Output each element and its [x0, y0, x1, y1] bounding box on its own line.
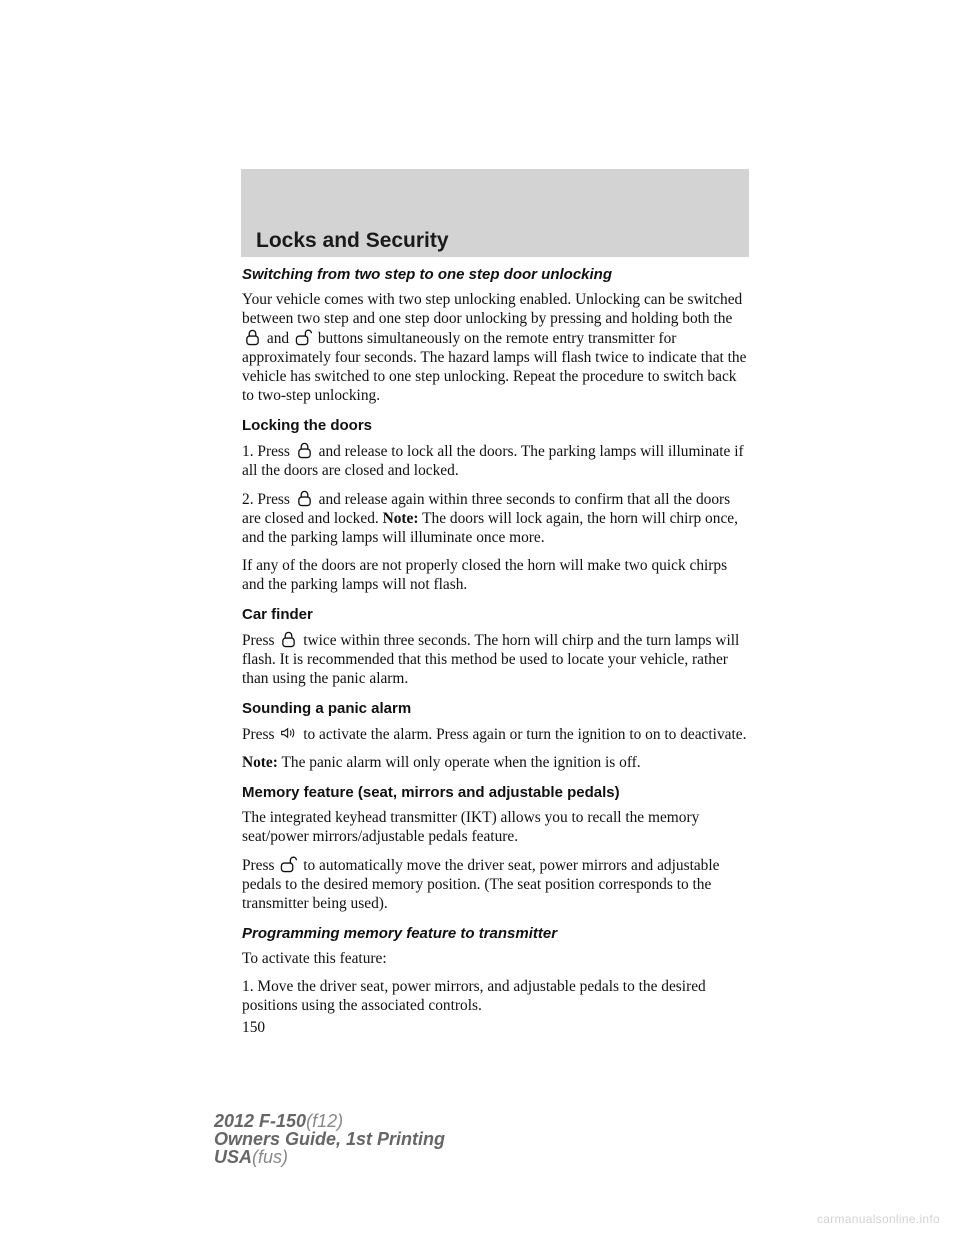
note-label: Note: — [242, 754, 278, 771]
paragraph-car-finder — [242, 630, 750, 688]
text: 2. Press — [242, 491, 290, 508]
heading-panic: Sounding a panic alarm — [242, 700, 412, 717]
lock-icon — [296, 489, 313, 507]
text: The panic alarm will only operate when the ignition is off. — [281, 754, 641, 771]
heading-switching: Switching from two step to one step door unlocking — [242, 266, 612, 283]
footer-line-3 — [214, 1148, 445, 1166]
paragraph-panic — [242, 724, 750, 744]
paragraph-memory-2 — [242, 855, 750, 913]
footer-line-2: Owners Guide, 1st Printing — [214, 1129, 446, 1149]
unlock-icon — [295, 328, 312, 346]
paragraph-programming-1: To activate this feature: — [242, 950, 387, 967]
heading-locking: Locking the doors — [242, 417, 373, 434]
heading-car-finder: Car finder — [242, 606, 313, 623]
footer-model-code: (f12) — [306, 1111, 344, 1131]
section-header-band — [241, 169, 749, 257]
paragraph-switching — [242, 290, 750, 405]
print-footer — [214, 1112, 445, 1166]
footer-model: 2012 F-150 — [214, 1111, 307, 1131]
text: Press — [242, 857, 275, 874]
text: 1. Press — [242, 443, 290, 460]
lock-icon — [296, 441, 313, 459]
text: Your vehicle comes with two step unlocking enabled. Unlocking can be switched between two step and one step door unlocking by pressing and holding both the — [242, 291, 743, 327]
paragraph-locking-step-2 — [242, 489, 750, 547]
footer-market-code: (fus) — [252, 1147, 289, 1167]
section-title: Locks and Security — [256, 229, 449, 252]
page-number: 150 — [242, 1019, 266, 1036]
text: to automatically move the driver seat, power mirrors and adjustable pedals to the desired memory position. (The seat position corresponds to the transmitter being used). — [242, 857, 720, 912]
unlock-icon — [280, 855, 297, 873]
paragraph-panic-note — [242, 753, 750, 772]
footer-market: USA — [214, 1147, 253, 1167]
heading-programming: Programming memory feature to transmitter — [242, 925, 558, 942]
text: twice within three seconds. The horn will chirp and the turn lamps will flash. It is recommended that this method be used to locate your vehicle, rather than using the panic alarm. — [242, 632, 740, 687]
text: to activate the alarm. Press again or turn the ignition to on to deactivate. — [303, 726, 747, 743]
text: buttons simultaneously on the remote entry transmitter for approximately four seconds. The hazard lamps will flash twice to indicate that the vehicle has switched to one step unlocking. Repeat the procedure to switch back to two-step unlocking. — [242, 330, 747, 404]
watermark: carmanualsonline.info — [816, 1212, 940, 1226]
panic-alarm-icon — [280, 724, 297, 742]
lock-icon — [244, 328, 261, 346]
paragraph-locking-step-1 — [242, 441, 750, 480]
text: The doors will lock again, the horn will chirp once, and the parking lamps will illuminate once more. — [242, 510, 738, 546]
text: Press — [242, 726, 275, 743]
page-content — [242, 266, 750, 1046]
paragraph-programming-2: 1. Move the driver seat, power mirrors, and adjustable pedals to the desired positions using the associated controls. — [242, 978, 706, 1014]
heading-memory: Memory feature (seat, mirrors and adjustable pedals) — [242, 784, 620, 801]
text: Press — [242, 632, 275, 649]
text: and — [266, 330, 290, 347]
lock-icon — [280, 630, 297, 648]
paragraph-memory-1: The integrated keyhead transmitter (IKT) allows you to recall the memory seat/power mirrors/adjustable pedals feature. — [242, 809, 700, 845]
text: and release again within three seconds to confirm that all the doors are closed and locked. — [242, 491, 731, 527]
footer-line-1 — [214, 1112, 445, 1130]
note-label: Note: — [382, 510, 419, 527]
text: and release to lock all the doors. The parking lamps will illuminate if all the doors are closed and locked. — [242, 443, 744, 479]
paragraph-locking-warning: If any of the doors are not properly closed the horn will make two quick chirps and the parking lamps will not flash. — [242, 557, 728, 593]
